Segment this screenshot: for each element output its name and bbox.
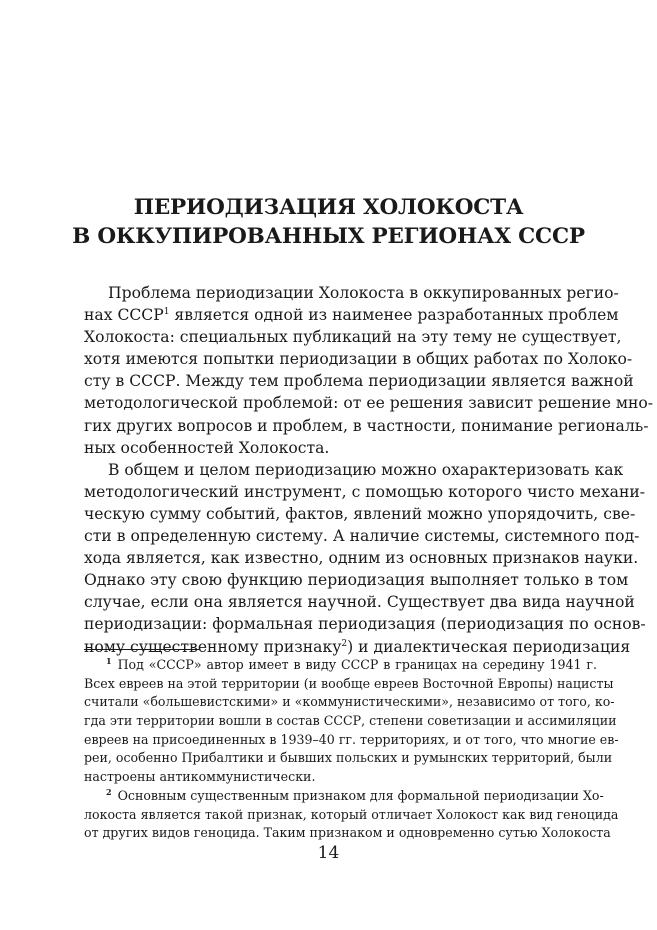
- paragraph-1-line: Проблема периодизации Холокоста в оккупированных регио-: [108, 284, 619, 302]
- chapter-title-line-1: ПЕРИОДИЗАЦИЯ ХОЛОКОСТА: [133, 195, 524, 220]
- paragraph-1-line: ных особенностей Холокоста.: [84, 438, 330, 457]
- footnote-separator: [84, 649, 199, 650]
- paragraph-2-line: периодизации: формальная периодизация (периодизация по основ-: [84, 615, 646, 634]
- paragraph-2-line: случае, если она является научной. Существует два вида научной: [84, 593, 635, 612]
- paragraph-2-line: хода является, как известно, одним из основных признаков науки.: [84, 549, 639, 568]
- text-fragment: Под «СССР» автор имеет в виду СССР в границах на середину 1941 г.: [117, 657, 597, 672]
- paragraph-2-line: [84, 636, 631, 658]
- footnote-ref-1: 1: [163, 307, 170, 318]
- footnote-2-line: от других видов геноцида. Таким признаком и одновременно сутью Холокоста: [84, 825, 611, 841]
- paragraph-2-line: сти в определенную систему. А наличие системы, системного под-: [84, 527, 640, 546]
- footnote-2-mark: 2: [106, 786, 112, 797]
- footnote-2-line: [84, 786, 604, 806]
- paragraph-1-line: методологической проблемой: от ее решения зависит решение мно-: [84, 394, 654, 413]
- footnote-1-line: Всех евреев на этой территории (и вообще евреев Восточной Европы) нацисты: [84, 675, 614, 691]
- footnote-1-line: евреев на присоединенных в 1939–40 гг. территориях, и от того, что многие ев-: [84, 731, 619, 747]
- paragraph-1-line: [84, 304, 619, 326]
- paragraph-1-line: гих других вопросов и проблем, в частности, понимание региональ-: [84, 416, 649, 435]
- text-fragment: является одной из наименее разработанных проблем: [169, 306, 619, 325]
- paragraph-1-line: сту в СССР. Между тем проблема периодизации является важной: [84, 372, 634, 391]
- chapter-title: [60, 193, 597, 251]
- page-number: 14: [317, 843, 340, 863]
- footnote-ref-2: 2: [341, 638, 348, 649]
- text-fragment: ному существенному признаку: [84, 637, 342, 656]
- paragraph-1-line: хотя имеются попытки периодизации в общих работах по Холоко-: [84, 350, 633, 369]
- footnotes: [84, 656, 619, 843]
- paragraph-2-line: Однако эту свою функцию периодизация выполняет только в том: [84, 571, 629, 590]
- footnote-2-line: локоста является такой признак, который отличает Холокост как вид геноцида: [84, 806, 619, 822]
- footnote-1-line: настроены антикоммунистически.: [84, 769, 316, 785]
- text-fragment: нах СССР: [84, 306, 164, 325]
- footnote-1-line: [84, 656, 597, 675]
- chapter-title-line-2: В ОККУПИРОВАННЫХ РЕГИОНАХ СССР: [72, 224, 585, 249]
- body-text: [84, 282, 654, 658]
- footnote-1-line: реи, особенно Прибалтики и бывших польских и румынских территорий, были: [84, 750, 613, 766]
- text-fragment: ) и диалектическая периодизация: [347, 637, 631, 656]
- footnote-1-line: гда эти территории вошли в состав СССР, степени советизации и ассимиляции: [84, 713, 617, 729]
- footnote-1-mark: 1: [106, 656, 112, 666]
- footnote-1-line: считали «большевистскими» и «коммунистическими», независимо от того, ко-: [84, 694, 615, 710]
- paragraph-1-line: Холокоста: специальных публикаций на эту тему не существует,: [84, 328, 622, 347]
- paragraph-2-line: В общем и целом периодизацию можно охарактеризовать как: [108, 460, 624, 479]
- text-fragment: Основным существенным признаком для формальной периодизации Хо-: [117, 787, 604, 803]
- paragraph-2-line: методологический инструмент, с помощью которого чисто механи-: [84, 482, 646, 501]
- paragraph-2-line: ческую сумму событий, фактов, явлений можно упорядочить, све-: [84, 504, 636, 523]
